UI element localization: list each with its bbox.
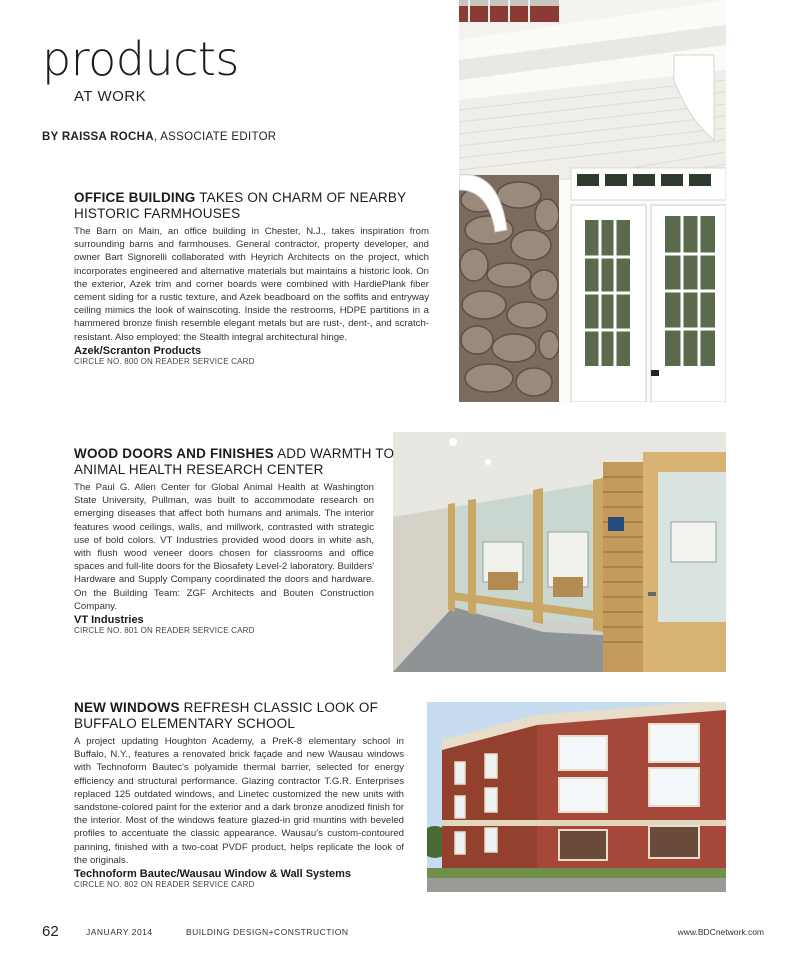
article-headline [74,446,429,478]
reader-service-circle: CIRCLE NO. 802 ON READER SERVICE CARD [74,880,255,890]
school-illustration [427,702,726,892]
article-body: A project updating Houghton Academy, a PreK-8 elementary school in Buffalo, N.Y., features a renovated brick façade and new Wausau windows with Technoform Bautec's polyamide thermal barrier, selected for energy efficiency and structural performance. Glazing contractor T.G.R. Enterprises replaced 125 outdated windows, and Linetec customized the new units with sandstone-colored paint for the exterior and a dark bronze anodized finish for the interior. Most of the windows feature glazed-in grid muntins with beveled profiles to accentuate the classic appearance. Wausau's custom-contoured panning, finished with a two-coat PVDF product, helps replicate the look of the originals. [74,736,404,866]
lab-corridor-illustration [393,432,726,672]
reader-service-circle: CIRCLE NO. 801 ON READER SERVICE CARD [74,626,255,636]
office-building-photo [459,0,726,402]
article-new-windows [74,700,404,889]
byline-author: BY RAISSA ROCHA [42,131,154,143]
article-body: The Barn on Main, an office building in Chester, N.J., takes inspiration from surrounding barns and farmhouses. General contractor, property developer, and owner Bart Signorelli collaborated with Heyrich Architects on the project, which incorporates engineered and alternative materials but maintains a historic look. On the exterior, Azek trim and corner boards were combined with HardiePlank fiber cement siding for a rustic texture, and Azek beadboard on the soffits and entryway ceiling mimics the look of wainscoting. Inside the restrooms, HDPE partitions in a hammered bronze finish resemble elegant metals but are rust-, dent-, and scratch-resistant. Also employed: the Stealth integral architectural hinge. [74,226,429,343]
article-wood-doors [74,446,429,635]
publication-name: BUILDING DESIGN+CONSTRUCTION [186,927,349,937]
section-subtitle: AT WORK [74,88,147,105]
article-body: The Paul G. Allen Center for Global Animal Health at Washington State University, Pullman, was built to accommodate research on emerging diseases that affect both humans and animals. The interior features wood ceilings, walls, and millwork, contrasted with strategic use of bold colors. VT Industries provided wood doors in white ash, with flush wood veneer doors chosen for classrooms and office spaces and full-lite doors for the Biosafety Level-2 laboratory. Builders' Hardware and Supply Company coordinated the doors and hardware. On the Building Team: ZGF Architects and Bouten Construction Company. [74,482,374,612]
publication-url[interactable]: www.BDCnetwork.com [677,927,764,937]
article-headline [74,700,404,732]
article-office-building [74,190,429,366]
manufacturer-name: VT Industries [74,614,144,627]
page-number: 62 [42,923,59,940]
headline-rest: TAKES ON CHARM OF NEARBY HISTORIC FARMHOUSES [74,190,407,221]
article-headline [74,190,429,222]
byline-role: , ASSOCIATE EDITOR [153,131,277,143]
section-title: products [42,32,239,86]
byline [42,131,276,143]
issue-date: JANUARY 2014 [86,927,153,937]
office-entrance-illustration [459,0,726,402]
headline-bold: OFFICE BUILDING [74,190,196,205]
school-building-photo [427,702,726,892]
manufacturer-name: Technoform Bautec/Wausau Window & Wall Systems [74,868,351,881]
headline-bold: NEW WINDOWS [74,700,180,715]
headline-bold: WOOD DOORS AND FINISHES [74,446,274,461]
manufacturer-name: Azek/Scranton Products [74,344,202,357]
reader-service-circle: CIRCLE NO. 800 ON READER SERVICE CARD [74,356,255,366]
headline-rest: ADD WARMTH TO ANIMAL HEALTH RESEARCH CENTER [74,446,395,477]
research-center-photo [393,432,726,672]
headline-rest: REFRESH CLASSIC LOOK OF BUFFALO ELEMENTARY SCHOOL [74,700,379,731]
